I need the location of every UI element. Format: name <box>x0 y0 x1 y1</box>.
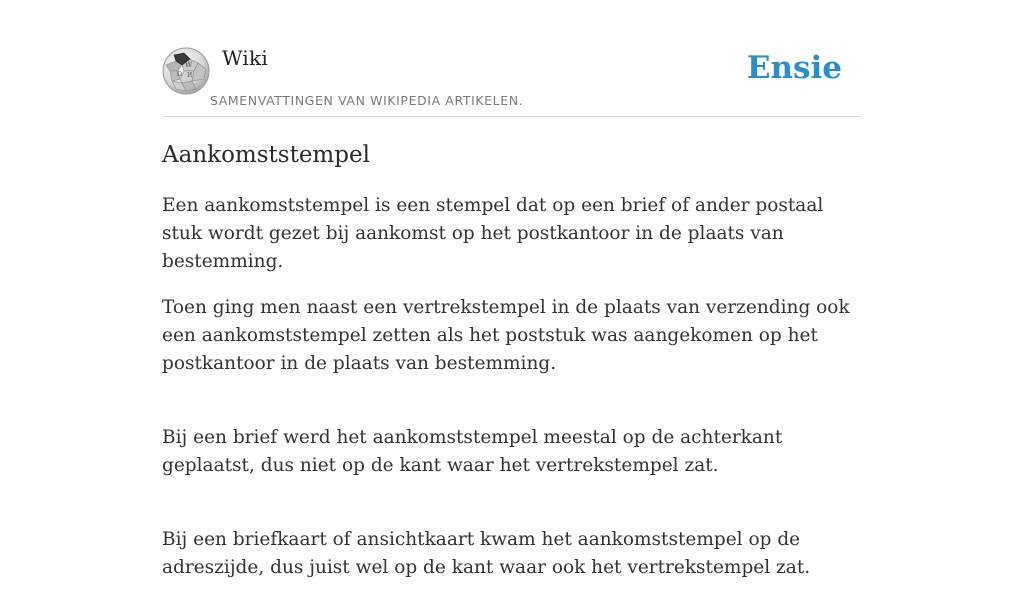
wikipedia-globe-icon[interactable] <box>162 47 210 95</box>
article-intro: Een aankomststempel is een stempel dat op een brief of ander postaal stuk wordt gezet bij aankomst op het postkantoor in de plaats van bestemming. <box>162 195 824 272</box>
svg-text:W: W <box>185 61 193 69</box>
page-title: Aankomststempel <box>162 142 370 168</box>
site-header <box>162 40 862 117</box>
paragraph-spacer <box>162 498 862 526</box>
brand-logo-link[interactable]: Ensie <box>746 50 842 86</box>
paragraph-spacer <box>162 396 862 424</box>
site-name[interactable]: Wiki <box>222 46 268 70</box>
article-paragraph: Toen ging men naast een vertrekstempel in de plaats van verzending ook een aankomststempel zetten als het poststuk was aangekomen op het postkantoor in de plaats van bestemming. <box>162 297 850 374</box>
article-content <box>162 138 862 600</box>
article-paragraph: Bij een brief werd het aankomststempel meestal op de achterkant geplaatst, dus niet op de kant waar het vertrekstempel zat. <box>162 427 783 476</box>
svg-text:Ω: Ω <box>177 71 182 78</box>
svg-text:И: И <box>187 72 193 79</box>
article-paragraph: Bij een briefkaart of ansichtkaart kwam het aankomststempel op de adreszijde, dus juist wel op de kant waar ook het vertrekstempel zat. <box>162 529 811 578</box>
site-tagline: SAMENVATTINGEN VAN WIKIPEDIA ARTIKELEN. <box>210 93 524 108</box>
